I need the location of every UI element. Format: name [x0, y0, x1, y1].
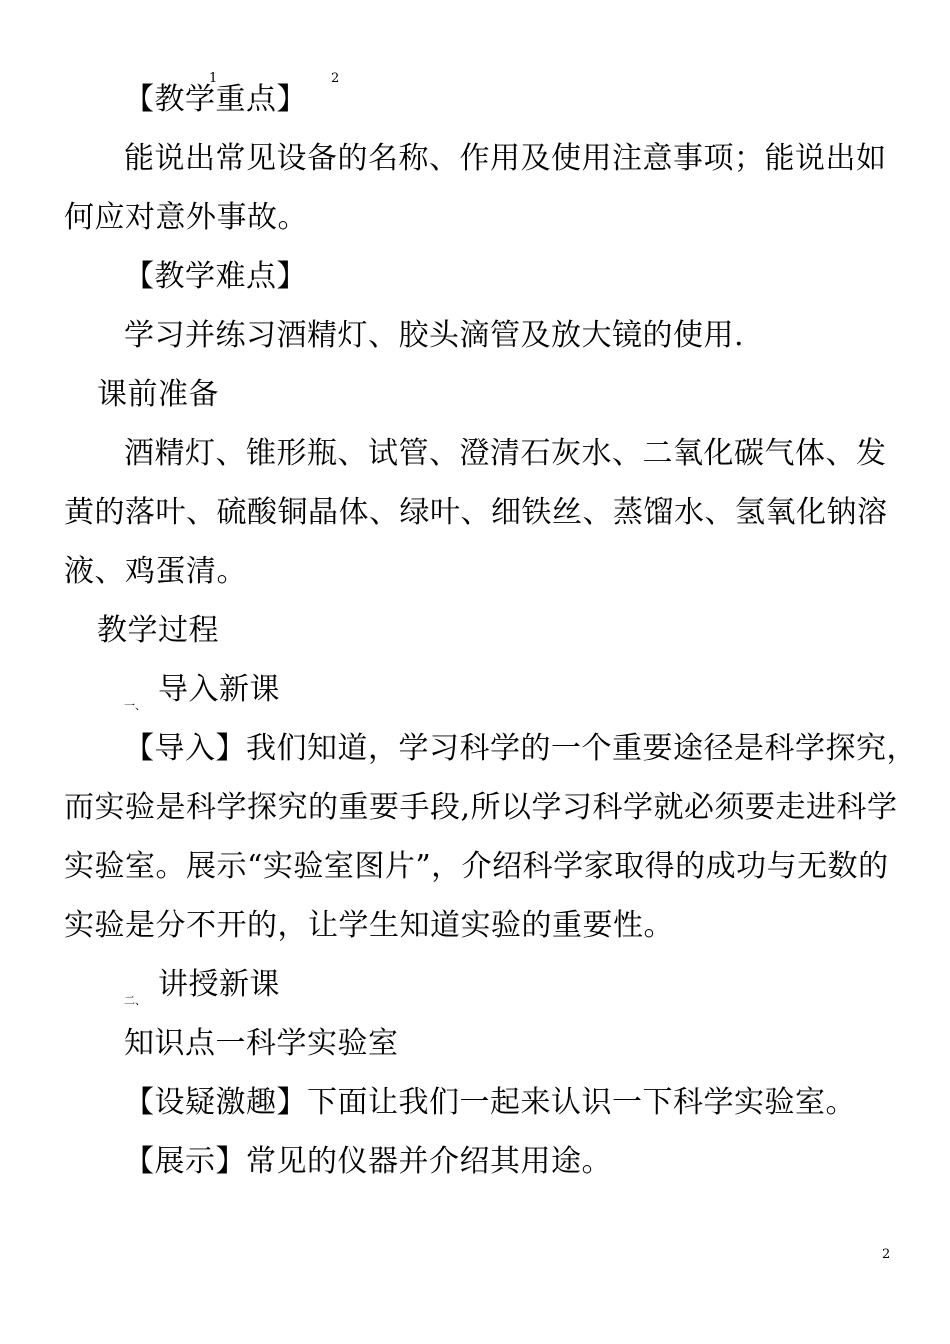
- intro-line-1: 【导入】我们知道，学习科学的一个重要途径是科学探究，: [124, 731, 917, 766]
- process-heading: 教学过程: [97, 613, 219, 648]
- superscript-2: 2: [331, 71, 340, 86]
- intro-line-2: 而实验是科学探究的重要手段,所以学习科学就必须要走进科学: [64, 790, 898, 825]
- teach-heading: 讲授新课: [158, 967, 280, 1002]
- intro-heading: 导入新课: [158, 672, 280, 707]
- prep-line-1: 酒精灯、锥形瓶、试管、澄清石灰水、二氧化碳气体、发: [124, 436, 887, 471]
- key-points-heading: 【教学重点】: [124, 82, 307, 117]
- intro-line-4: 实验是分不开的，让学生知道实验的重要性。: [64, 908, 674, 943]
- superscript-1: 1: [209, 71, 218, 86]
- question-line: 【设疑激趣】下面让我们一起来认识一下科学实验室。: [124, 1085, 856, 1120]
- section-marker-1: 一、: [124, 699, 146, 712]
- section-marker-2: 二、: [124, 994, 146, 1007]
- prep-line-3: 液、鸡蛋清。: [64, 554, 247, 589]
- key-points-line-2: 何应对意外事故。: [64, 200, 308, 235]
- intro-line-3: 实验室。展示“实验室图片”，介绍科学家取得的成功与无数的: [64, 849, 889, 884]
- key-points-line-1: 能说出常见设备的名称、作用及使用注意事项；能说出如: [124, 141, 887, 176]
- difficulty-line-1: 学习并练习酒精灯、胶头滴管及放大镜的使用.: [124, 318, 745, 353]
- page-number: 2: [882, 1247, 891, 1262]
- display-line: 【展示】常见的仪器并介绍其用途。: [124, 1144, 612, 1179]
- prep-line-2: 黄的落叶、硫酸铜晶体、绿叶、细铁丝、蒸馏水、氢氧化钠溶: [64, 495, 888, 530]
- prep-heading: 课前准备: [97, 377, 219, 412]
- knowledge-heading: 知识点一科学实验室: [124, 1026, 399, 1061]
- difficulty-heading: 【教学难点】: [124, 259, 307, 294]
